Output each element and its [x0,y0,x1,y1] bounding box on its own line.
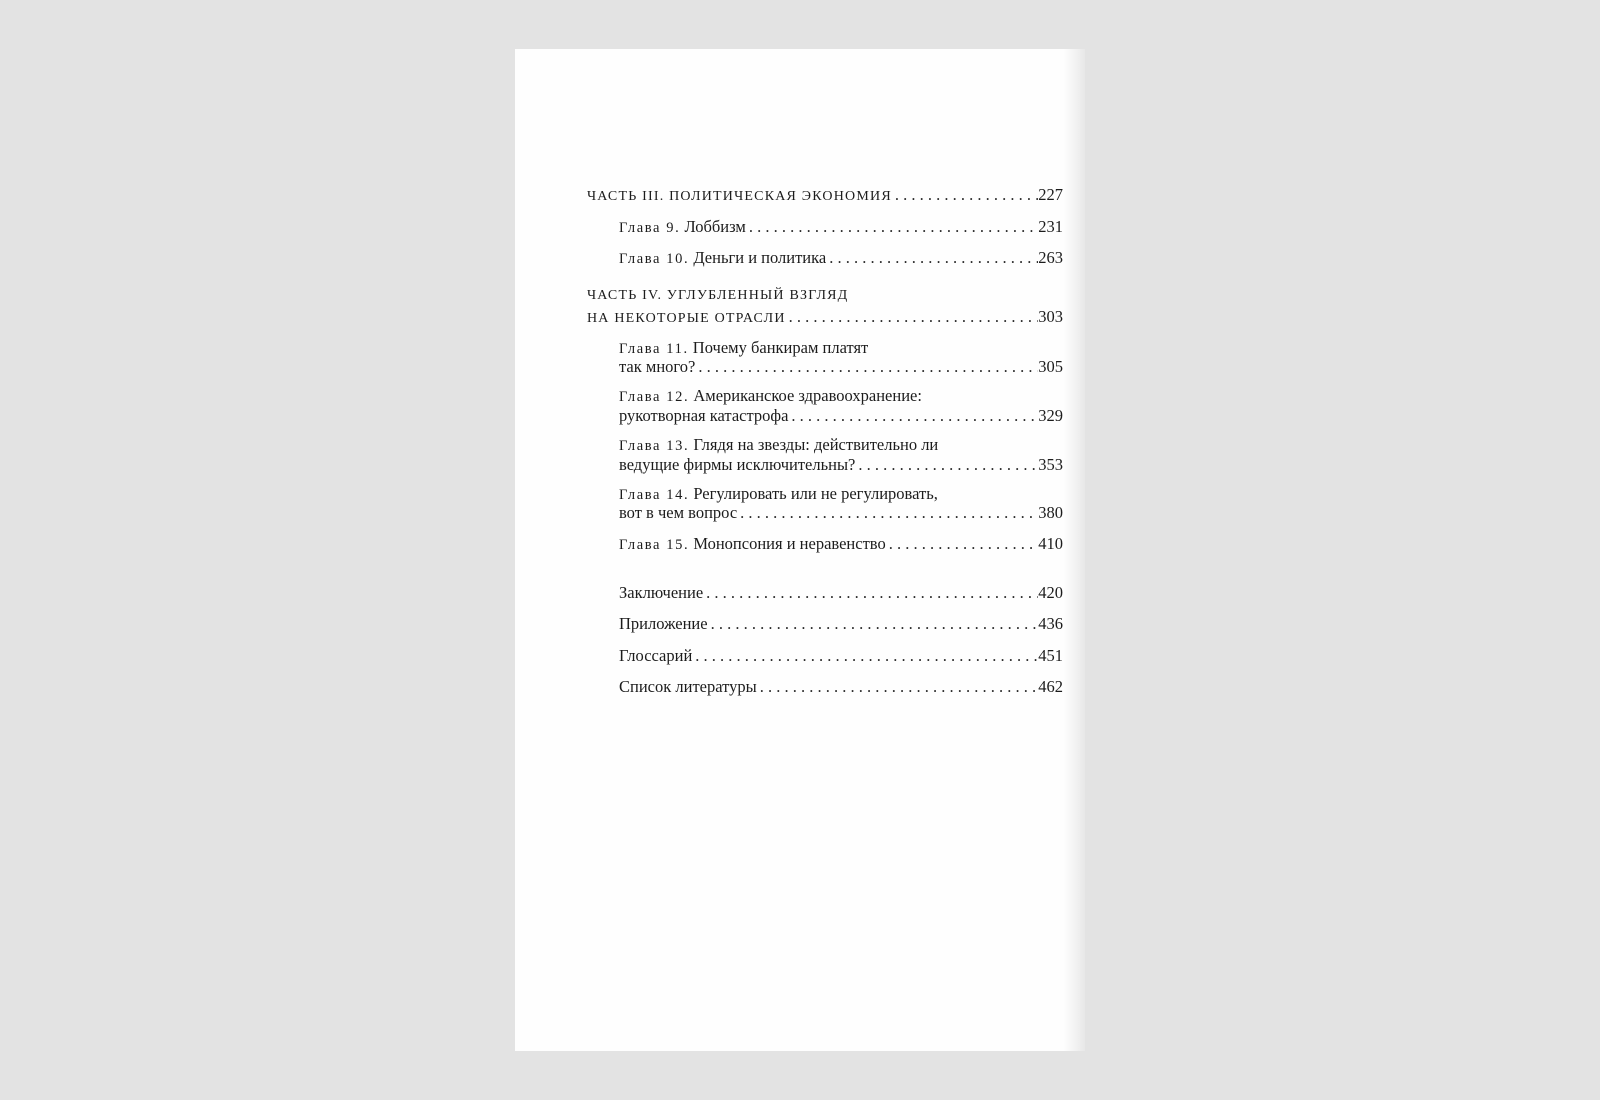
toc-entry-conclusion [619,583,1063,603]
dot-leader [757,677,1039,697]
page-number: 410 [1038,534,1063,553]
toc-entry-appendix [619,614,1063,634]
part-title-line-1: ЧАСТЬ IV. УГЛУБЛЕННЫЙ ВЗГЛЯД [587,288,849,303]
page-number: 227 [1038,185,1063,204]
dot-leader [826,248,1038,268]
page-number: 263 [1038,248,1063,267]
toc-entry-chapter-9 [619,217,1063,238]
dot-leader [746,217,1038,237]
page-number: 462 [1038,677,1063,696]
chapter-title-line-1: Глава 12. Американское здравоохранение: [619,386,922,405]
dot-leader [855,455,1038,475]
dot-leader [886,534,1039,554]
chapter-title: Лоббизм [684,217,746,236]
page-number: 305 [1038,357,1063,376]
part-title: ЧАСТЬ III. ПОЛИТИЧЕСКАЯ ЭКОНОМИЯ [587,189,892,204]
page-edge-shadow [1063,49,1085,1051]
chapter-number: Глава 14. [619,487,690,503]
chapter-title: Монопсония и неравенство [693,534,886,553]
chapter-title-line-2: так много? [619,357,696,376]
toc-entry-chapter-14 [619,503,1063,523]
chapter-title-line-2: рукотворная катастрофа [619,406,789,425]
chapter-number: Глава 13. [619,438,690,454]
toc-entry-chapter-12 [619,406,1063,426]
dot-leader [708,614,1039,634]
page-number: 420 [1038,583,1063,602]
table-of-contents [515,49,1085,1051]
dot-leader [786,307,1039,327]
chapter-number: Глава 10. [619,251,690,267]
chapter-title: Деньги и политика [693,248,827,267]
dot-leader [692,646,1038,666]
chapter-number: Глава 9. [619,220,681,236]
toc-entry-chapter-13 [619,455,1063,475]
page-number: 380 [1038,503,1063,522]
page-number: 303 [1038,307,1063,326]
page-number: 231 [1038,217,1063,236]
entry-title: Глоссарий [619,646,693,665]
toc-entry-glossary [619,646,1063,666]
entry-title: Заключение [619,583,704,602]
part-title-line-2: НА НЕКОТОРЫЕ ОТРАСЛИ [587,311,786,326]
toc-entry-part-4 [587,307,1063,329]
chapter-title-line-1: Глава 11. Почему банкирам платят [619,338,869,357]
chapter-title-line-2: вот в чем вопрос [619,503,738,522]
entry-title: Список литературы [619,677,757,696]
chapter-number: Глава 11. [619,341,689,357]
page-number: 329 [1038,406,1063,425]
toc-entry-part-3 [587,185,1063,207]
dot-leader [737,503,1038,523]
dot-leader [703,583,1038,603]
toc-entry-chapter-10 [619,248,1063,269]
toc-entry-chapter-11 [619,357,1063,377]
entry-title: Приложение [619,614,708,633]
book-page [515,49,1085,1051]
chapter-title-line-1: Глава 14. Регулировать или не регулировать, [619,484,938,503]
chapter-number: Глава 12. [619,389,690,405]
dot-leader [695,357,1038,377]
dot-leader [892,185,1038,205]
toc-entry-chapter-15 [619,534,1063,555]
page-number: 353 [1038,455,1063,474]
chapter-title-line-1: Глава 13. Глядя на звезды: действительно ли [619,435,939,454]
page-number: 451 [1038,646,1063,665]
chapter-number: Глава 15. [619,537,690,553]
chapter-title-line-2: ведущие фирмы исключительны? [619,455,856,474]
dot-leader [788,406,1038,426]
page-number: 436 [1038,614,1063,633]
toc-entry-references [619,677,1063,697]
